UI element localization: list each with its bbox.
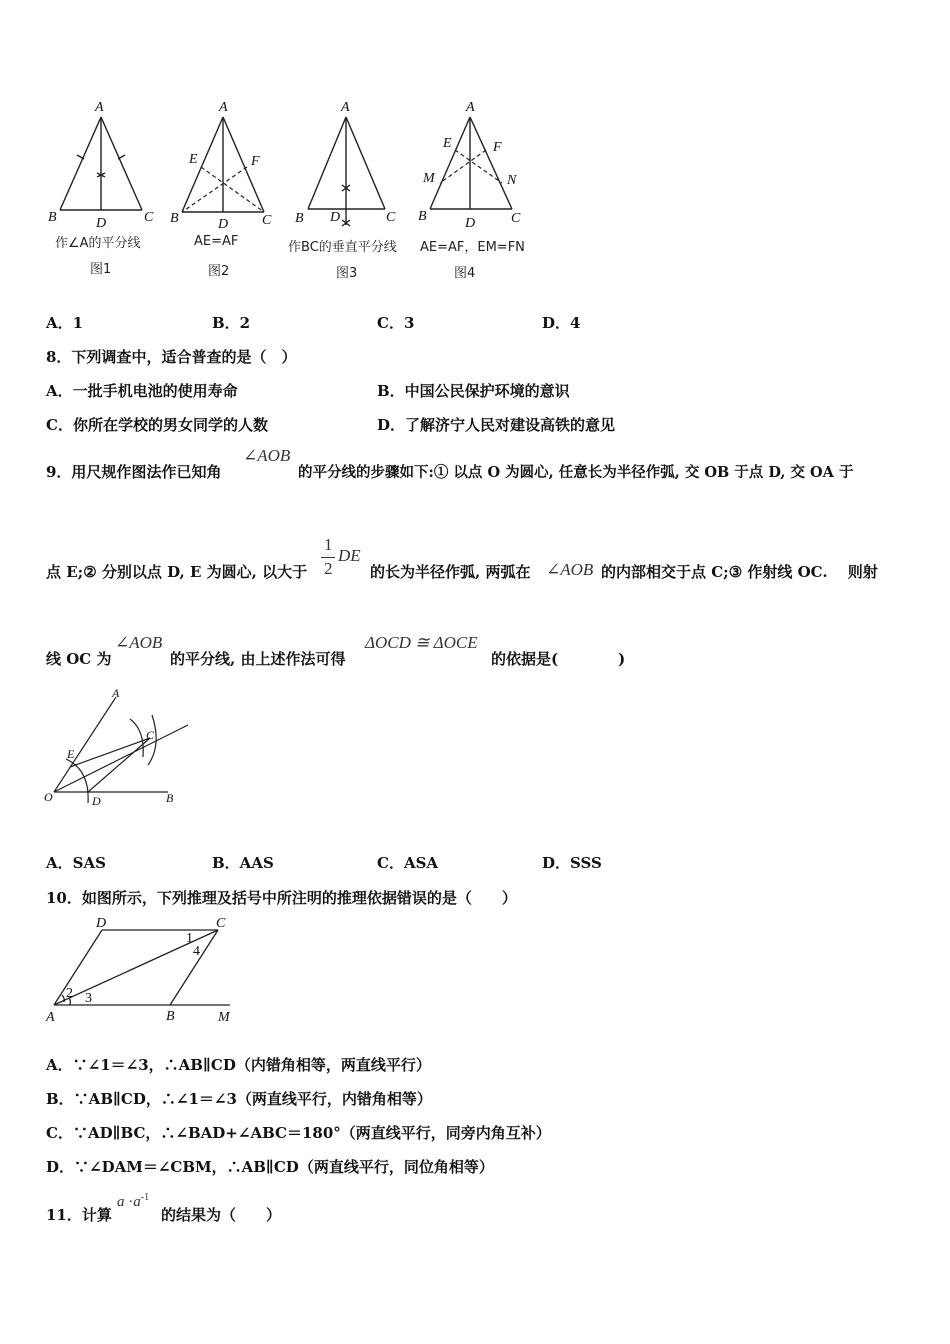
fig4-label-f: F — [493, 140, 502, 155]
fig4-number: 图4 — [454, 266, 476, 281]
fig4-label-d: D — [465, 216, 476, 231]
q9-fig-label-b: B — [166, 791, 174, 805]
fig3-label-a: A — [341, 100, 350, 115]
q7-option-d[interactable]: D．4 — [542, 314, 581, 332]
q8-stem: 8．下列调查中，适合普查的是（ ） — [46, 348, 297, 366]
q11-stem-start: 11．计算 — [46, 1206, 112, 1224]
q9-angle-aob-3: ∠AOB — [115, 633, 163, 652]
fig2-label-e: E — [189, 152, 198, 167]
q9-fraction-bar — [321, 557, 335, 558]
q11-exponent: -1 — [140, 1192, 150, 1203]
q9-figure — [40, 685, 200, 815]
q9-option-d[interactable]: D．SSS — [542, 854, 602, 872]
q11-dot: · — [128, 1194, 134, 1210]
q7-figure-4 — [415, 95, 540, 245]
q7-option-a[interactable]: A．1 — [46, 314, 84, 332]
q10-option-d[interactable]: D．∵∠DAM＝∠CBM，∴AB∥CD（两直线平行，同位角相等） — [46, 1158, 494, 1176]
fig1-label-d: D — [96, 216, 107, 231]
q9-fraction-denominator: 2 — [324, 559, 333, 578]
q10-fig-angle-3: 3 — [85, 991, 92, 1006]
q10-fig-angle-4: 4 — [193, 944, 200, 959]
q8-option-a[interactable]: A．一批手机电池的使用寿命 — [46, 382, 238, 400]
q10-stem: 10．如图所示，下列推理及括号中所注明的推理依据错误的是（ ） — [46, 889, 517, 907]
fig1-label-b: B — [48, 210, 57, 225]
q10-fig-label-c: C — [216, 916, 226, 931]
q10-fig-label-b: B — [166, 1009, 175, 1024]
q11-expression — [117, 1192, 149, 1211]
fig4-label-n: N — [507, 173, 517, 188]
fig3-label-b: B — [295, 211, 304, 226]
q10-fig-angle-1: 1 — [186, 931, 193, 946]
q7-figure-1 — [40, 95, 170, 245]
q10-option-c[interactable]: C．∵AD∥BC，∴∠BAD+∠ABC＝180°（两直线平行，同旁内角互补） — [46, 1124, 551, 1142]
q9-line3-end: 的依据是( ) — [491, 650, 626, 668]
q9-fig-label-c: C — [146, 728, 155, 742]
q11-base-2: a — [133, 1194, 141, 1210]
q8-option-d[interactable]: D．了解济宁人民对建设高铁的意见 — [377, 416, 616, 434]
fig4-label-a: A — [466, 100, 475, 115]
q7-option-b[interactable]: B．2 — [212, 314, 251, 332]
q9-angle-aob-1: ∠AOB — [243, 446, 291, 465]
q9-line2-start: 点 E;② 分别以点 D, E 为圆心, 以大于 — [46, 563, 308, 581]
q9-fig-label-a: A — [112, 686, 120, 700]
q10-option-b[interactable]: B．∵AB∥CD，∴∠1＝∠3（两直线平行，内错角相等） — [46, 1090, 432, 1108]
q9-option-b[interactable]: B．AAS — [212, 854, 274, 872]
fig2-number: 图2 — [208, 264, 230, 279]
q10-fig-angle-2: 2 — [66, 986, 73, 1001]
fig2-label-f: F — [251, 154, 260, 169]
q10-fig-label-d: D — [96, 916, 107, 931]
fig1-label-a: A — [95, 100, 104, 115]
fig3-label-c: C — [386, 210, 396, 225]
q9-fraction-de: DE — [338, 546, 361, 565]
q9-line1-end: 的平分线的步骤如下:① 以点 O 为圆心, 任意长为半径作弧, 交 OB 于点 D, 交 OA 于 — [298, 464, 854, 481]
fig3-caption: 作BC的垂直平分线 — [288, 240, 397, 255]
fig3-label-d: D — [330, 210, 341, 225]
q9-line3-start: 线 OC 为 — [46, 650, 112, 668]
q8-option-b[interactable]: B．中国公民保护环境的意识 — [377, 382, 570, 400]
fig2-label-c: C — [262, 213, 272, 228]
fig1-label-c: C — [144, 210, 154, 225]
q9-fraction-numerator: 1 — [324, 535, 333, 554]
q9-option-a[interactable]: A．SAS — [46, 854, 106, 872]
q9-fig-label-e: E — [67, 747, 75, 761]
q7-figure-3 — [290, 95, 415, 245]
q9-option-c[interactable]: C．ASA — [377, 854, 439, 872]
fig2-caption: AE=AF — [194, 234, 239, 249]
fig2-label-b: B — [170, 211, 179, 226]
q9-line3-middle: 的平分线, 由上述作法可得 — [170, 650, 346, 668]
fig1-number: 图1 — [90, 262, 112, 277]
q10-option-a[interactable]: A．∵∠1＝∠3，∴AB∥CD（内错角相等，两直线平行） — [46, 1056, 431, 1074]
q9-line2-middle: 的长为半径作弧, 两弧在 — [370, 563, 531, 581]
q7-figure-2 — [165, 95, 285, 245]
q9-fig-label-d: D — [92, 794, 101, 808]
fig1-caption: 作∠A的平分线 — [55, 236, 141, 251]
q11-stem-end: 的结果为（ ） — [161, 1206, 282, 1224]
fig4-label-c: C — [511, 211, 521, 226]
q9-congruence: ΔOCD ≅ ΔOCE — [365, 633, 478, 652]
fig4-label-e: E — [443, 136, 452, 151]
q9-angle-aob-2: ∠AOB — [546, 560, 594, 579]
q10-fig-label-m: M — [218, 1010, 230, 1025]
q9-line1-start: 9．用尺规作图法作已知角 — [46, 463, 222, 481]
fig3-number: 图3 — [336, 266, 358, 281]
q9-fig-label-o: O — [44, 790, 53, 804]
fig4-label-b: B — [418, 209, 427, 224]
fig2-label-d: D — [218, 217, 229, 232]
q11-base-1: a — [117, 1194, 125, 1210]
q7-option-c[interactable]: C．3 — [377, 314, 415, 332]
fig4-caption: AE=AF，EM=FN — [420, 240, 525, 255]
q8-option-c[interactable]: C．你所在学校的男女同学的人数 — [46, 416, 268, 434]
q10-figure — [40, 910, 240, 1030]
q9-line2-end: 的内部相交于点 C;③ 作射线 OC. 则射 — [601, 563, 878, 581]
q10-fig-label-a: A — [46, 1010, 55, 1025]
fig2-label-a: A — [219, 100, 228, 115]
fig4-label-m: M — [423, 171, 435, 186]
